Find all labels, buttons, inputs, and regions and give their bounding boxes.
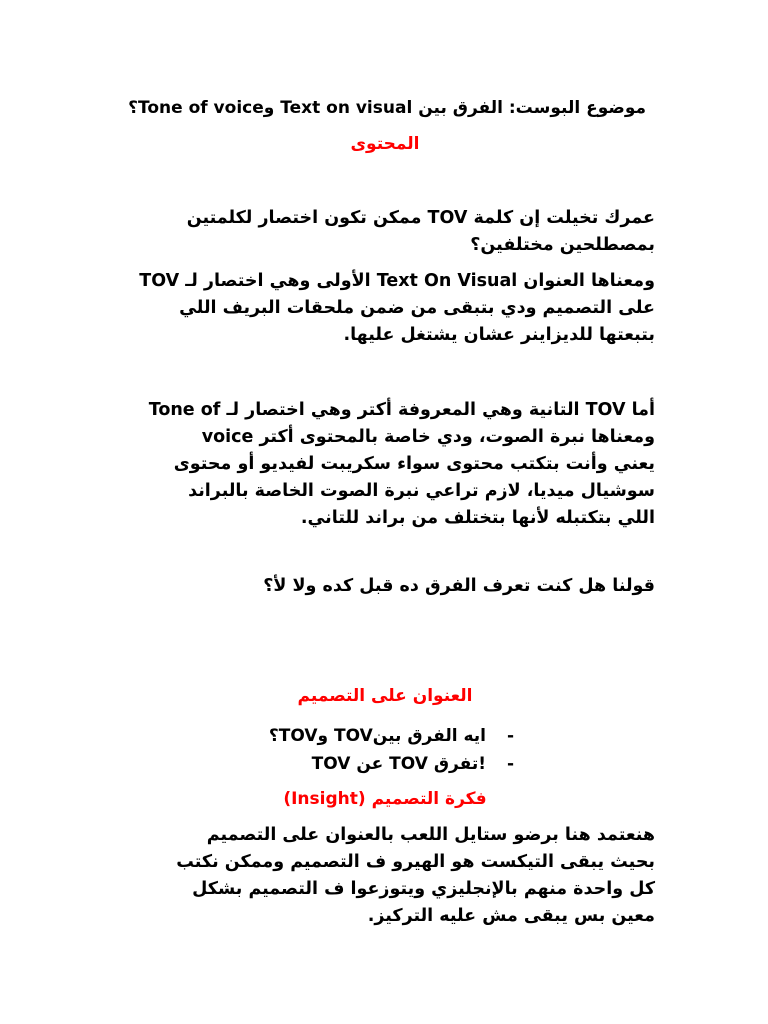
insight-line-3: كل واحدة منهم بالإنجليزي ويتوزعوا ف التصميم بشكل (192, 879, 655, 899)
bullet-item (254, 722, 514, 750)
second-meaning-line-1: أما TOV التانية وهي المعروفة أكتر وهي اختصار لـ Tone of (148, 400, 655, 420)
bullet-item (254, 750, 514, 778)
design-heading-text: العنوان على التصميم (297, 686, 473, 706)
second-meaning-line-4: سوشيال ميديا، لازم تراعي نبرة الصوت الخاصة بالبراند (188, 481, 655, 501)
insight-line-1: هنعتمد هنا برضو ستايل اللعب بالعنوان على التصميم (206, 825, 655, 845)
insight-paragraph (95, 822, 655, 930)
second-meaning-paragraph (95, 397, 655, 532)
design-heading (0, 684, 768, 708)
bullet-text: ايه الفرق بينTOV وTOV؟ (268, 726, 486, 746)
question-paragraph (95, 573, 655, 600)
first-meaning-paragraph (95, 268, 655, 349)
insight-heading (0, 787, 768, 811)
question-line: قولنا هل كنت تعرف الفرق ده قبل كده ولا لأ؟ (263, 576, 655, 596)
content-heading-text: المحتوى (350, 134, 420, 154)
bullet-dash: - (506, 726, 514, 746)
design-bullet-list (254, 722, 514, 778)
second-meaning-line-2: voice ومعناها نبرة الصوت، ودي خاصة بالمحتوى أكتر (201, 427, 655, 447)
insight-heading-text: فكرة التصميم (Insight) (283, 789, 487, 809)
first-meaning-line-3: بتبعتها للديزاينر عشان يشتغل عليها. (343, 325, 655, 345)
first-meaning-line-1: TOV الأولى وهي اختصار لـ Text On Visual ومعناها العنوان (139, 271, 655, 291)
bullet-dash: - (506, 754, 514, 774)
second-meaning-line-5: اللي بتكتبله لأنها بتختلف من براند للتاني. (300, 508, 655, 528)
intro-line-2: بمصطلحين مختلفين؟ (470, 235, 655, 255)
intro-line-1: عمرك تخيلت إن كلمة TOV ممكن تكون اختصار لكلمتين (186, 208, 655, 228)
insight-line-4: معين بس يبقى مش عليه التركيز. (367, 906, 655, 926)
insight-line-2: بحيث يبقى التيكست هو الهيرو ف التصميم وممكن نكتب (176, 852, 655, 872)
intro-paragraph (95, 205, 655, 259)
first-meaning-line-2: على التصميم ودي بتبقى من ضمن ملحقات البريف اللي (179, 298, 655, 318)
content-heading (0, 132, 768, 156)
bullet-text: TOV عن TOV تفرق! (311, 754, 486, 774)
second-meaning-line-3: يعني وأنت بتكتب محتوى سواء سكريبت لفيديو أو محتوى (173, 454, 655, 474)
post-title (46, 96, 646, 120)
post-title-text: موضوع البوست: الفرق بين Text on visual وTone of voice؟ (128, 98, 646, 118)
